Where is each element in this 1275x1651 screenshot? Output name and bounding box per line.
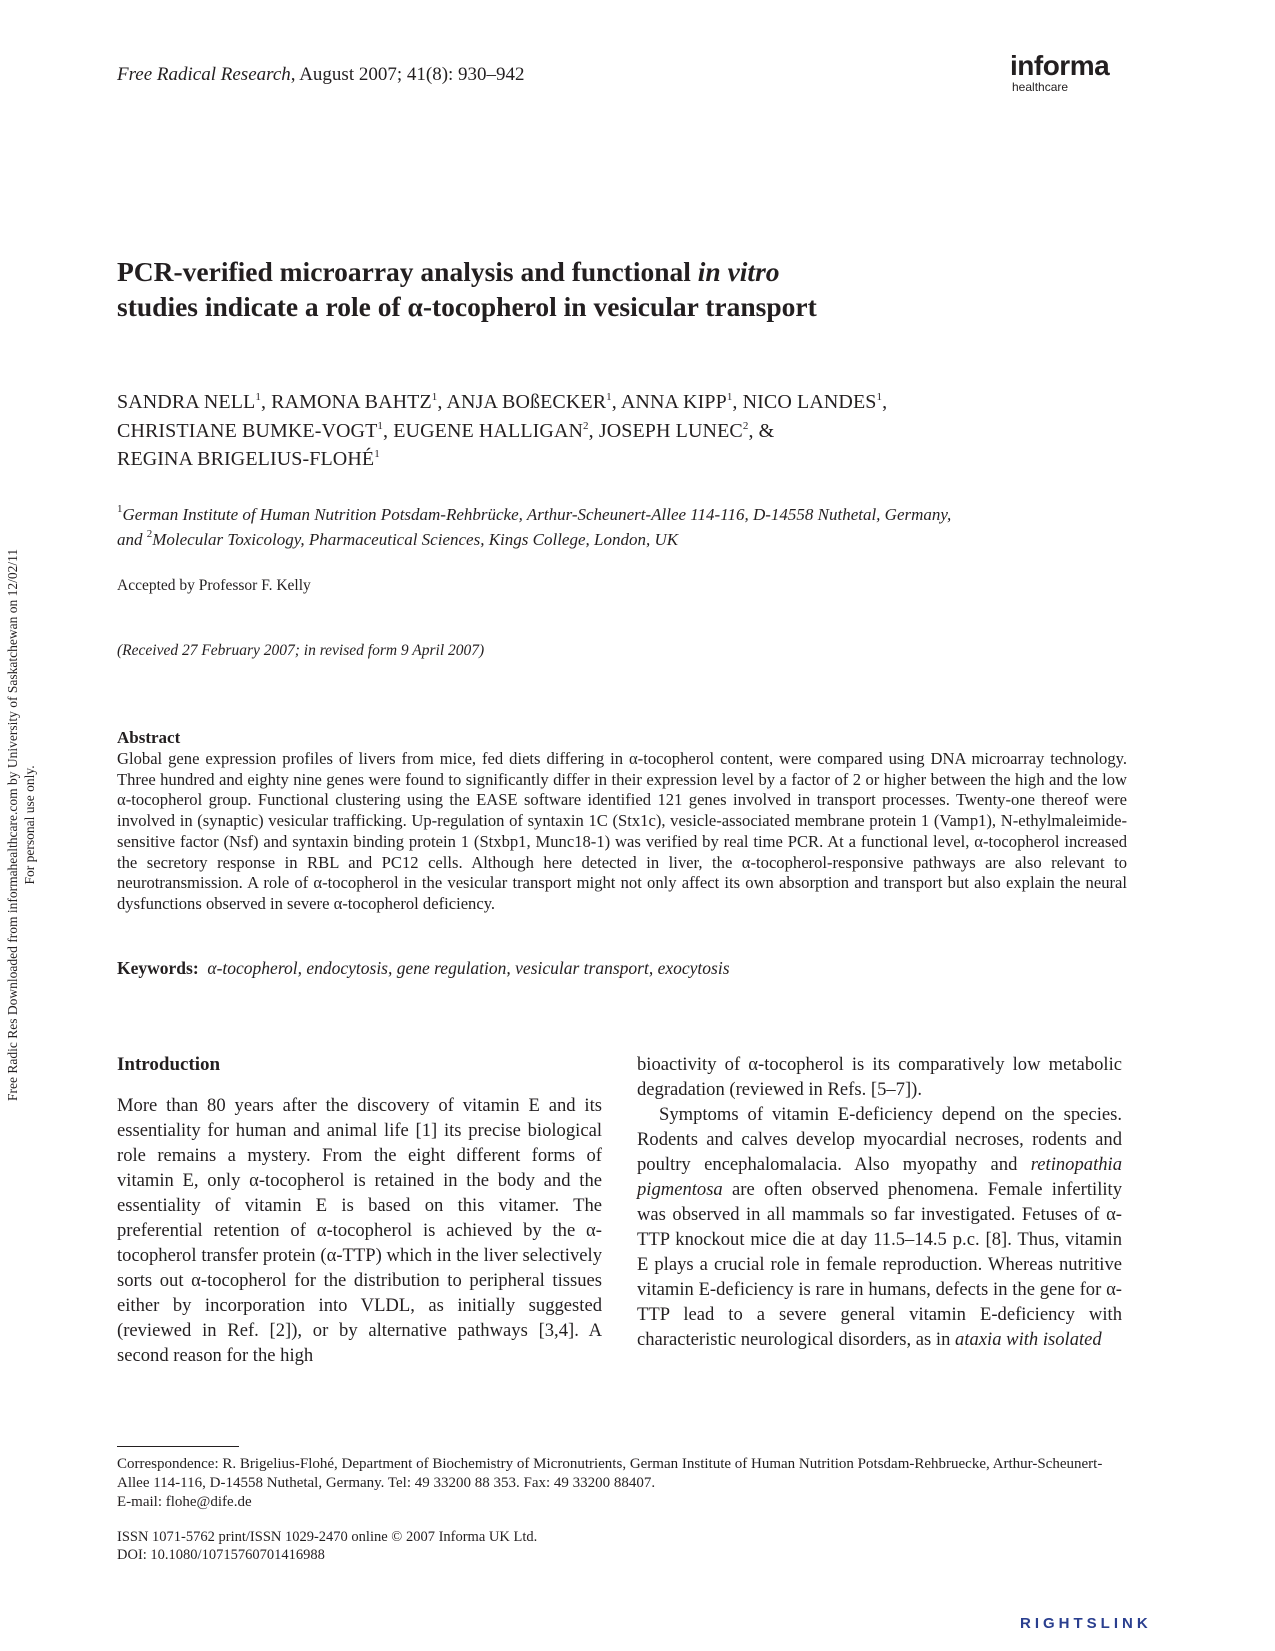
correspondence-email: E-mail: flohe@dife.de (117, 1494, 252, 1510)
author-name: SANDRA NELL (117, 391, 256, 413)
rightslink-logo: RIGHTSLINK (1020, 1615, 1152, 1632)
author-list: SANDRA NELL$^1$, RAMONA BAHTZ$^1$, ANJA BOßECKER$^1$, ANNA KIPP$^1$, NICO LANDES$^1$, CHRISTIANE BUMKE-VOGT$^1$, EUGENE HALLIGAN$^2$, JOSEPH LUNEC$^2$, & REGINA BRIGELIUS-FLOHÉ$^1$ (117, 391, 888, 470)
journal-issue: , August 2007; 41(8): 930–942 (290, 64, 525, 85)
issn-doi (117, 1528, 537, 1564)
title-text-2: studies indicate a role of α-tocopherol in vesicular transport (117, 291, 817, 322)
author-name: ANJA BOßECKER (446, 391, 607, 413)
title-text: PCR-verified microarray analysis and functional (117, 256, 698, 287)
intro-heading: Introduction (117, 1054, 221, 1075)
publisher-logo-sub: healthcare (1012, 80, 1069, 94)
title-italic: in vitro (697, 256, 780, 287)
keywords-values: α-tocopherol, endocytosis, gene regulation, vesicular transport, exocytosis (207, 958, 730, 978)
footnote-rule (117, 1446, 239, 1447)
doi: DOI: 10.1080/10715760701416988 (117, 1547, 325, 1563)
correspondence-address: Correspondence: R. Brigelius-Flohé, Department of Biochemistry of Micronutrients, German Institute of Human Nutrition Potsdam-Rehbruecke, Arthur-Scheunert-Allee 114-116, D-14558 Nuthetal, Germany. Tel: 49 33200 88 353. Fax: 49 33200 88407. (117, 1456, 1103, 1491)
column-right (637, 1052, 1122, 1352)
intro-paragraph-right-1: bioactivity of α-tocopherol is its comparatively low metabolic degradation (reviewed in Refs. [5–7]). (637, 1054, 1122, 1100)
intro-paragraph-left: More than 80 years after the discovery of vitamin E and its essentiality for human and animal life [1] its precise biological role remains a mystery. From the eight different forms of vitamin E, only α-tocopherol is retained in the body and the essentiality of vitamin E is based on this vitamer. The preferential retention of α-tocopherol is achieved by the α-tocopherol transfer protein (α-TTP) which in the liver selectively sorts out α-tocopherol for the distribution to peripheral tissues either by incorporation into VLDL, as initially suggested (reviewed in Ref. [2]), or by alternative pathways [3,4]. A second reason for the high (117, 1095, 602, 1366)
download-notice-line2: For personal use only. (22, 765, 37, 885)
keywords (117, 958, 730, 979)
author-name: RAMONA BAHTZ (271, 391, 432, 413)
correspondence (117, 1455, 1127, 1512)
publisher-logo (1010, 52, 1109, 94)
affiliation-2: Molecular Toxicology, Pharmaceutical Sciences, Kings College, London, UK (152, 530, 679, 549)
author-name: EUGENE HALLIGAN (393, 419, 584, 442)
author-name: CHRISTIANE BUMKE-VOGT (117, 419, 378, 442)
article-title (117, 254, 1117, 324)
author-name: NICO LANDES (742, 391, 877, 413)
affiliations: $^1$German Institute of Human Nutrition Potsdam-Rehbrücke, Arthur-Scheunert-Allee 114-116, D-14558 Nuthetal, Germany, and $^2$Molecular Toxicology, Pharmaceutical Sciences, Kings College, London, UK (117, 503, 952, 549)
author-name: ANNA KIPP (620, 391, 727, 413)
journal-name: Free Radical Research (117, 64, 291, 85)
affiliation-1: German Institute of Human Nutrition Potsdam-Rehbrücke, Arthur-Scheunert-Allee 114-116, D-14558 Nuthetal, Germany, (122, 505, 952, 524)
download-notice-line1: Free Radic Res Downloaded from informahealthcare.com by University of Saskatchewan on 12/02/11 (5, 548, 20, 1101)
abstract-text: Global gene expression profiles of livers from mice, fed diets differing in α-tocopherol content, were compared using DNA microarray technology. Three hundred and eighty nine genes were found to significantly differ in their expression level by a factor of 2 or higher between the high and the low α-tocopherol group. Functional clustering using the EASE software identified 121 genes involved in transport processes. Twenty-one thereof were involved in (synaptic) vesicular trafficking. Up-regulation of syntaxin 1C (Stx1c), vesicle-associated membrane protein 1 (Vamp1), N-ethylmaleimide-sensitive factor (Nsf) and syntaxin binding protein 1 (Stxbp1, Munc18-1) was verified by real time PCR. At a functional level, α-tocopherol increased the secretory response in RBL and PC12 cells. Although here detected in liver, the α-tocopherol-responsive pathways are also relevant to neurotransmission. A role of α-tocopherol in the vesicular transport might not only affect its own absorption and transport but also explain the neural dysfunctions observed in severe α-tocopherol deficiency. (117, 749, 1127, 913)
keywords-label: Keywords: (117, 958, 199, 978)
column-left (117, 1052, 602, 1368)
received-dates: (Received 27 February 2007; in revised form 9 April 2007) (117, 642, 485, 659)
author-name: JOSEPH LUNEC (598, 419, 743, 442)
issn: ISSN 1071-5762 print/ISSN 1029-2470 online © 2007 Informa UK Ltd. (117, 1529, 538, 1545)
author-name: REGINA BRIGELIUS-FLOHÉ (117, 448, 375, 470)
abstract-heading: Abstract (117, 728, 181, 747)
intro-paragraph-right-2: Symptoms of vitamin E-deficiency depend on the species. Rodents and calves develop myocardial necroses, rodents and poultry encephalomalacia. Also myopathy and retinopathia pigmentosa are often observed phenomena. Female infertility was observed in all mammals so far investigated. Fetuses of α-TTP knockout mice die at day 11.5–14.5 p.c. [8]. Thus, vitamin E plays a crucial role in female reproduction. Whereas nutritive vitamin E-deficiency is rare in humans, defects in the gene for α-TTP lead to a severe general vitamin E-deficiency with characteristic neurological disorders, as in ataxia with isolated (637, 1104, 1122, 1350)
accepted-by: Accepted by Professor F. Kelly (117, 577, 311, 594)
publisher-logo-main: informa (1010, 50, 1110, 81)
journal-citation (117, 64, 525, 86)
